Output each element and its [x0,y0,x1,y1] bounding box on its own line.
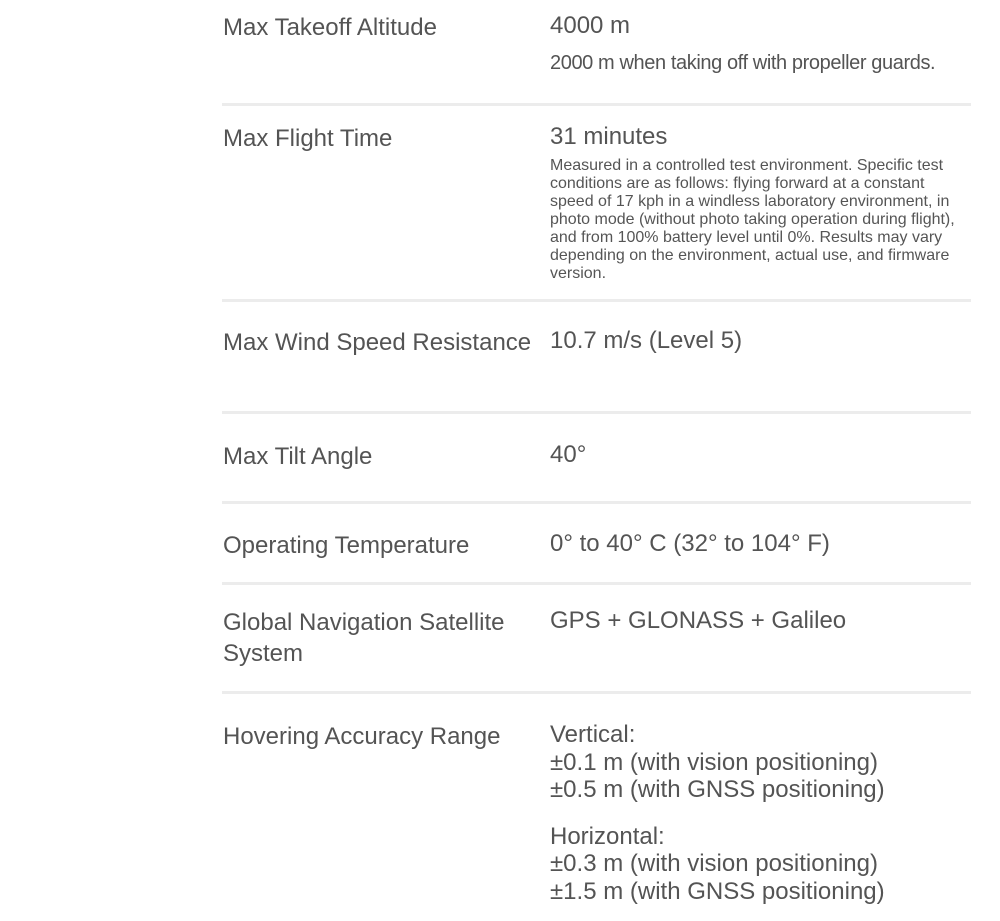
spec-label: Hovering Accuracy Range [223,723,501,750]
spec-value: 4000 m [550,12,631,39]
spec-value-subtext: 2000 m when taking off with propeller guards. [550,52,936,74]
horizontal-accuracy-vision: ±0.3 m (with vision positioning) [550,850,878,877]
spec-row-max-flight-time [222,106,971,302]
spec-value: 31 minutes [550,123,668,150]
spec-table [222,0,971,921]
spec-label: Global Navigation Satellite System [223,609,505,667]
vertical-accuracy-block [550,721,971,804]
spec-value-cell [550,721,971,921]
spec-value: 40° [550,441,587,468]
spec-value: GPS + GLONASS + Galileo [550,607,847,634]
spec-row-max-tilt-angle [222,414,971,504]
horizontal-accuracy-title: Horizontal: [550,822,665,850]
spec-row-hovering-accuracy-range [222,694,971,921]
spec-value-cell [550,327,971,411]
spec-row-operating-temperature [222,504,971,585]
spec-row-gnss [222,585,971,694]
spec-value: 10.7 m/s (Level 5) [550,327,743,354]
spec-value-cell [550,441,971,501]
spec-label: Operating Temperature [223,532,470,559]
vertical-accuracy-vision: ±0.1 m (with vision positioning) [550,748,878,776]
vertical-accuracy-title: Vertical: [550,721,636,748]
spec-value-cell [550,530,971,582]
spec-value-cell [550,123,971,299]
spec-value-cell [550,607,971,691]
vertical-accuracy-gnss: ±0.5 m (with GNSS positioning) [550,776,885,803]
horizontal-accuracy-block [550,823,971,906]
spec-label: Max Wind Speed Resistance [223,329,532,356]
spec-value-cell [550,12,971,103]
horizontal-accuracy-gnss: ±1.5 m (with GNSS positioning) [550,877,885,905]
spec-label: Max Tilt Angle [223,443,373,470]
spec-row-max-wind-speed-resistance [222,302,971,414]
spec-row-max-takeoff-altitude [222,0,971,106]
spec-label: Max Flight Time [223,125,393,152]
spec-value: 0° to 40° C (32° to 104° F) [550,530,830,557]
spec-footnote: Measured in a controlled test environment. Specific test conditions are as follows: flying forward at a constant speed of 17 kph in a windless laboratory environment, in photo mode (without photo taking operation during flight), and from 100% battery level until 0%. Results may vary depending on the environment, actual use, and firmware version. [550,157,955,282]
spec-label: Max Takeoff Altitude [223,14,437,41]
